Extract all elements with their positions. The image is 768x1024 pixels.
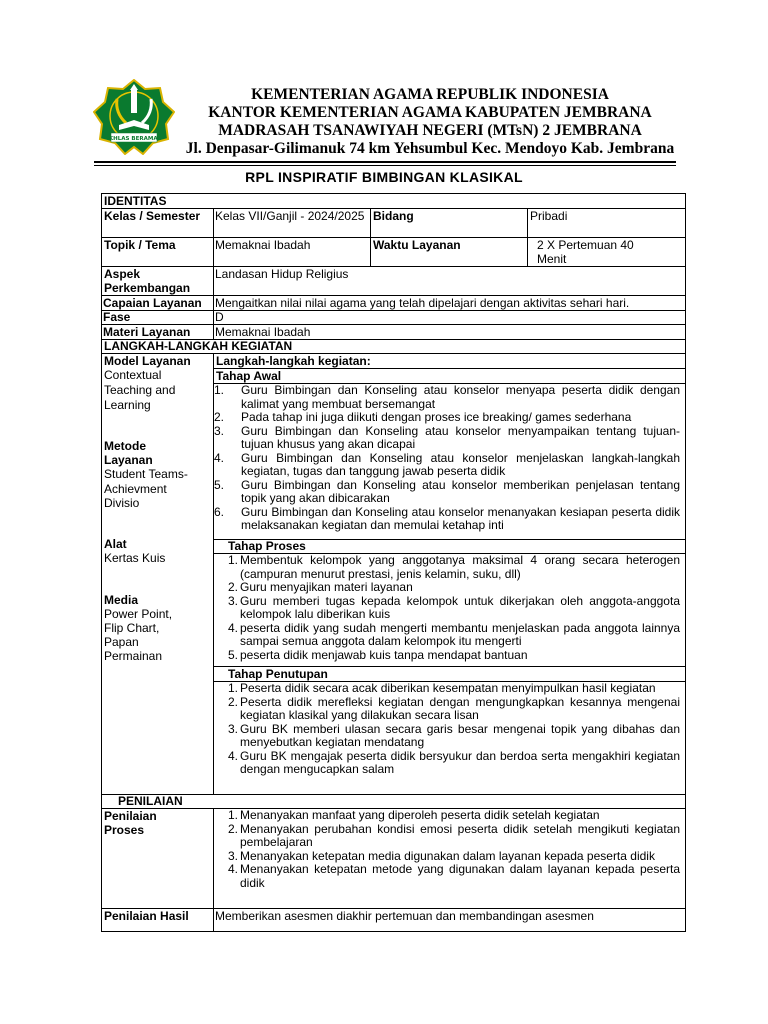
list-number: 1. bbox=[228, 681, 239, 695]
penilaian-proses-list bbox=[213, 809, 680, 890]
waktu-label: Waktu Layanan bbox=[373, 238, 461, 252]
list-number: 5. bbox=[214, 477, 225, 492]
bidang-label: Bidang bbox=[373, 209, 414, 223]
tahap-proses-title: Tahap Proses bbox=[228, 539, 306, 553]
capaian-value: Mengaitkan nilai nilai agama yang telah dipelajari dengan aktivitas sehari hari. bbox=[215, 296, 630, 310]
list-number: 4. bbox=[228, 862, 239, 876]
metode-value: Student Teams-Achievment Divisio bbox=[104, 467, 188, 510]
list-number: 3. bbox=[228, 593, 239, 608]
list-item-text: Guru menyajikan materi layanan bbox=[240, 580, 413, 594]
topik-value: Memaknai Ibadah bbox=[215, 238, 311, 252]
langkah-heading: LANGKAH-LANGKAH KEGIATAN bbox=[104, 339, 293, 353]
list-number: 1. bbox=[228, 808, 239, 822]
list-item-text: Guru Bimbingan dan Konseling atau konselor menanyakan kesiapan peserta didik melaksanakan kegiatan dan memulai ketahap inti bbox=[241, 504, 680, 532]
capaian-label: Capaian Layanan bbox=[103, 296, 202, 310]
list-item-text: Membentuk kelompok yang anggotanya maksimal 4 orang secara heterogen (campuran menurut prestasi, jenis kelamin, suku, dll) bbox=[240, 553, 680, 581]
tahap-penutupan-list bbox=[213, 682, 680, 777]
list-number: 2. bbox=[214, 410, 225, 424]
letterhead-address: Jl. Denpasar-Gilimanuk 74 km Yehsumbul Kec. Mendoyo Kab. Jembrana bbox=[185, 140, 675, 157]
list-number: 1. bbox=[228, 553, 239, 567]
list-item-text: Guru Bimbingan dan Konseling atau konselor menjelaskan langkah-langkah kegiatan, tugas dan tanggung jawab peserta didik bbox=[241, 450, 680, 478]
list-item bbox=[213, 696, 680, 723]
list-number: 2. bbox=[228, 694, 239, 709]
list-item bbox=[213, 554, 680, 581]
list-item-text: Guru BK memberi ulasan secara garis besar mengenai topik yang dibahas dan menyebutkan kegiatan mendatang bbox=[240, 721, 680, 749]
kelas-label: Kelas / Semester bbox=[104, 209, 201, 223]
kelas-value: Kelas VII/Ganjil - 2024/2025 bbox=[215, 209, 365, 223]
tahap-awal-title: Tahap Awal bbox=[216, 369, 282, 383]
letterhead-line1: KEMENTERIAN AGAMA REPUBLIK INDONESIA bbox=[251, 86, 609, 103]
list-item bbox=[213, 452, 680, 479]
letterhead-line3: MADRASAH TSANAWIYAH NEGERI (MTsN) 2 JEMBRANA bbox=[218, 122, 642, 139]
list-item-text: Pada tahap ini juga diikuti dengan proses ice breaking/ games sederhana bbox=[241, 410, 632, 424]
list-number: 2. bbox=[228, 580, 239, 594]
list-number: 2. bbox=[228, 821, 239, 836]
list-item-text: Peserta didik secara acak diberikan kesempatan menyimpulkan hasil kegiatan bbox=[240, 681, 656, 695]
list-number: 4. bbox=[228, 748, 239, 763]
list-number: 3. bbox=[228, 721, 239, 736]
tahap-penutupan-title: Tahap Penutupan bbox=[228, 667, 328, 681]
media-label: Media bbox=[104, 593, 139, 607]
penilaian-hasil-label: Penilaian Hasil bbox=[104, 909, 189, 923]
identitas-heading: IDENTITAS bbox=[104, 194, 167, 208]
media-value: Power Point, Flip Chart, Papan Permainan bbox=[104, 607, 173, 663]
list-item-text: Guru Bimbingan dan Konseling atau konselor memberikan penjelasan tentang topik yang akan dibicarakan bbox=[241, 477, 680, 505]
fase-label: Fase bbox=[103, 310, 131, 324]
materi-value: Memaknai Ibadah bbox=[215, 325, 311, 339]
list-item-text: Guru Bimbingan dan Konseling atau konselor menyampaikan tentang tujuan-tujuan khusus yang akan dicapai bbox=[241, 423, 680, 451]
list-number: 3. bbox=[228, 848, 239, 863]
header-rule-thin bbox=[94, 165, 676, 166]
list-item bbox=[213, 425, 680, 452]
tahap-awal-list bbox=[213, 384, 680, 533]
penilaian-hasil-value: Memberikan asesmen diakhir pertemuan dan membandingan asesmen bbox=[215, 909, 594, 923]
list-item-text: Guru memberi tugas kepada kelompok untuk dikerjakan oleh anggota-anggota kelompok lalu diberikan kuis bbox=[240, 593, 680, 621]
list-number: 4. bbox=[214, 450, 225, 465]
kemenag-logo bbox=[93, 79, 175, 155]
rpl-table bbox=[101, 193, 686, 932]
list-item-text: Menanyakan ketepatan media digunakan dalam layanan kepada peserta didik bbox=[240, 848, 655, 863]
list-item bbox=[213, 682, 680, 696]
list-item bbox=[213, 750, 680, 777]
waktu-value: 2 X Pertemuan 40 Menit bbox=[537, 238, 634, 266]
aspek-label: Aspek Perkembangan bbox=[104, 267, 191, 295]
list-item bbox=[213, 649, 680, 663]
model-label: Model Layanan bbox=[104, 354, 191, 368]
header-rule-thick bbox=[94, 161, 676, 163]
list-item-text: Menanyakan perubahan kondisi emosi peserta didik setelah mengikuti kegiatan pembelajaran bbox=[240, 821, 680, 849]
kegiatan-label: Langkah-langkah kegiatan: bbox=[216, 354, 371, 368]
list-item bbox=[213, 595, 680, 622]
list-item bbox=[213, 823, 680, 850]
list-item bbox=[213, 479, 680, 506]
list-item-text: Guru BK mengajak peserta didik bersyukur dan berdoa serta mengakhiri kegiatan dengan mengucapkan salam bbox=[240, 748, 680, 776]
list-item-text: Menanyakan ketepatan metode yang digunakan dalam layanan kepada peserta didik bbox=[240, 862, 680, 890]
list-item bbox=[213, 863, 680, 890]
list-item-text: Guru Bimbingan dan Konseling atau konselor menyapa peserta didik dengan kalimat yang membuat bersemangat bbox=[241, 383, 680, 411]
alat-value: Kertas Kuis bbox=[104, 551, 166, 565]
model-value: Contextual Teaching and Learning bbox=[104, 368, 176, 412]
aspek-value: Landasan Hidup Religius bbox=[215, 267, 349, 281]
list-number: 5. bbox=[228, 647, 239, 662]
list-item bbox=[213, 506, 680, 533]
list-number: 3. bbox=[214, 423, 225, 438]
bidang-value: Pribadi bbox=[530, 209, 568, 223]
list-number: 4. bbox=[228, 620, 239, 635]
fase-value: D bbox=[215, 310, 224, 324]
list-item bbox=[213, 411, 680, 425]
svg-text:IKHLAS BERAMAL: IKHLAS BERAMAL bbox=[106, 136, 162, 142]
list-number: 6. bbox=[214, 504, 225, 519]
penilaian-heading: PENILAIAN bbox=[118, 794, 183, 808]
list-item-text: peserta didik menjawab kuis tanpa mendapat bantuan bbox=[240, 647, 528, 662]
letterhead bbox=[180, 86, 680, 158]
letterhead-line2: KANTOR KEMENTERIAN AGAMA KABUPATEN JEMBRANA bbox=[208, 104, 652, 121]
list-item-text: peserta didik yang sudah mengerti membantu menjelaskan pada anggota lainnya sampai semua anggota dalam kelompok itu mengerti bbox=[240, 620, 680, 648]
penilaian-proses-label: Penilaian Proses bbox=[104, 809, 157, 837]
tahap-proses-list bbox=[213, 554, 680, 662]
metode-label: Metode Layanan bbox=[104, 439, 153, 467]
list-item bbox=[213, 809, 680, 823]
list-item bbox=[213, 850, 680, 864]
list-item bbox=[213, 723, 680, 750]
list-number: 1. bbox=[214, 383, 225, 397]
document-title: RPL INSPIRATIF BIMBINGAN KLASIKAL bbox=[245, 169, 523, 185]
materi-label: Materi Layanan bbox=[103, 325, 191, 339]
list-item bbox=[213, 581, 680, 595]
alat-label: Alat bbox=[104, 537, 127, 551]
list-item bbox=[213, 384, 680, 411]
list-item bbox=[213, 622, 680, 649]
list-item-text: Peserta didik merefleksi kegiatan dengan mengungkapkan kesannya mengenai kegiatan klasikal yang dilakukan secara lisan bbox=[240, 694, 680, 722]
topik-label: Topik / Tema bbox=[104, 238, 176, 252]
list-item-text: Menanyakan manfaat yang diperoleh peserta didik setelah kegiatan bbox=[240, 808, 600, 822]
